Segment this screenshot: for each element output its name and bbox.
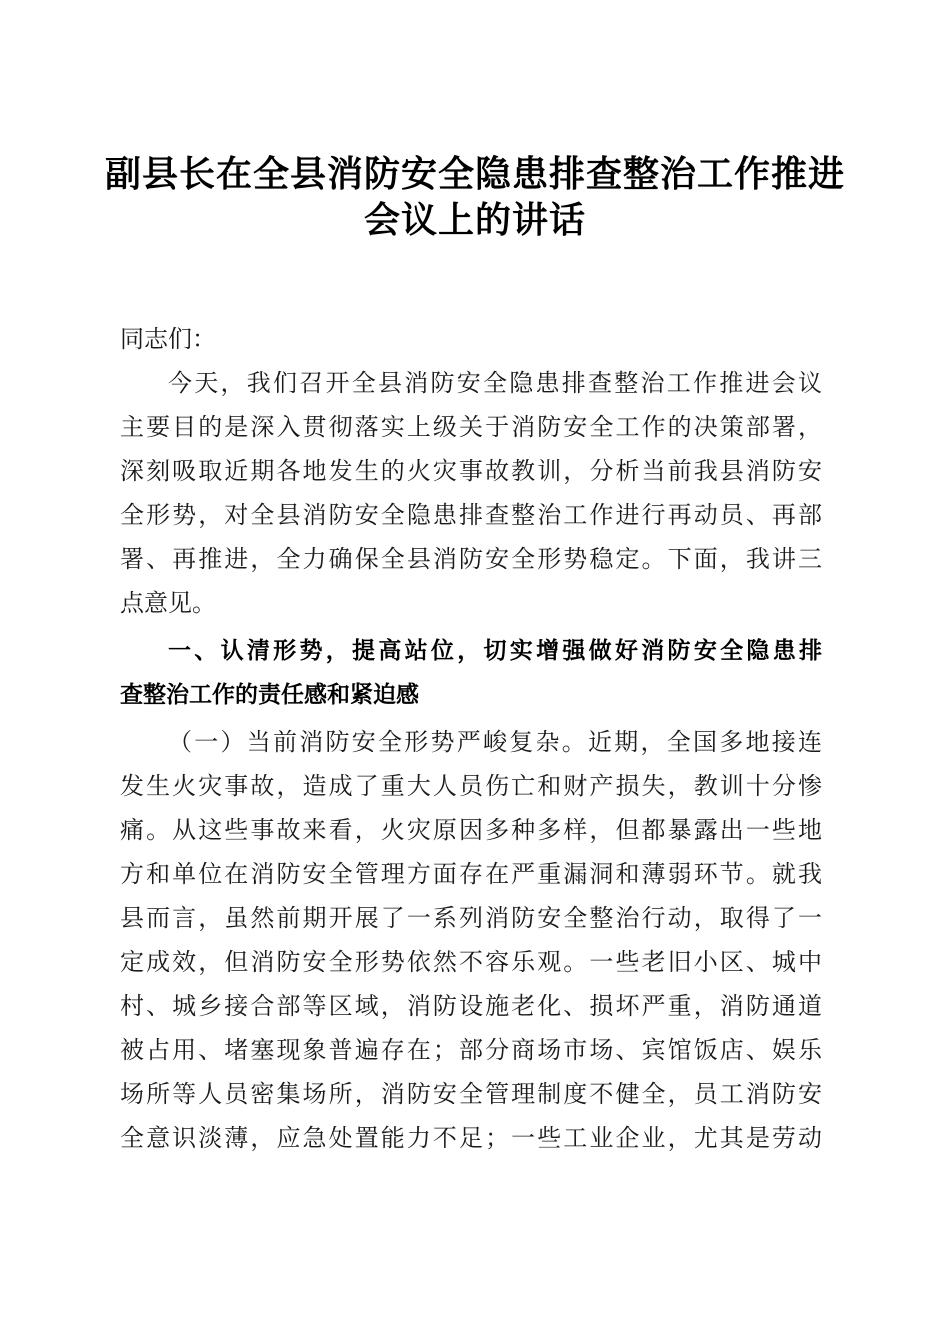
body-line: 场所等人员密集场所，消防安全管理制度不健全，员工消防安 (120, 1080, 822, 1108)
document-title-line-1: 副县长在全县消防安全隐患排查整治工作推进 (104, 153, 845, 195)
body-line: 深刻吸取近期各地发生的火灾事故教训，分析当前我县消防安 (120, 457, 822, 485)
body-line: 全意识淡薄，应急处置能力不足；一些工业企业，尤其是劳动 (120, 1124, 822, 1152)
document-title-line-2: 会议上的讲话 (363, 199, 586, 241)
body-line: 村、城乡接合部等区域，消防设施老化、损坏严重，消防通道 (120, 992, 822, 1020)
salutation: 同志们： (120, 325, 216, 353)
body-line: 署、再推进，全力确保全县消防安全形势稳定。下面，我讲三 (120, 545, 822, 573)
body-line: 县而言，虽然前期开展了一系列消防安全整治行动，取得了一 (120, 904, 822, 932)
body-line: 今天，我们召开全县消防安全隐患排查整治工作推进会议 (168, 369, 822, 397)
body-line: 被占用、堵塞现象普遍存在；部分商场市场、宾馆饭店、娱乐 (120, 1036, 822, 1064)
body-line: 主要目的是深入贯彻落实上级关于消防安全工作的决策部署， (120, 413, 822, 441)
section-heading-1-cont: 查整治工作的责任感和紧迫感 (120, 682, 419, 708)
body-line: 痛。从这些事故来看，火灾原因多种多样，但都暴露出一些地 (120, 816, 822, 844)
body-line: 方和单位在消防安全管理方面存在严重漏洞和薄弱环节。就我 (120, 860, 822, 888)
body-line: 发生火灾事故，造成了重大人员伤亡和财产损失，教训十分惨 (120, 772, 822, 800)
body-line: 全形势，对全县消防安全隐患排查整治工作进行再动员、再部 (120, 501, 822, 529)
section-heading-1: 一、认清形势，提高站位，切实增强做好消防安全隐患排 (168, 638, 822, 664)
subsection-line: （一）当前消防安全形势严峻复杂。近期，全国多地接连 (168, 728, 822, 756)
body-line: 点意见。 (120, 589, 216, 617)
body-line: 定成效，但消防安全形势依然不容乐观。一些老旧小区、城中 (120, 948, 822, 976)
